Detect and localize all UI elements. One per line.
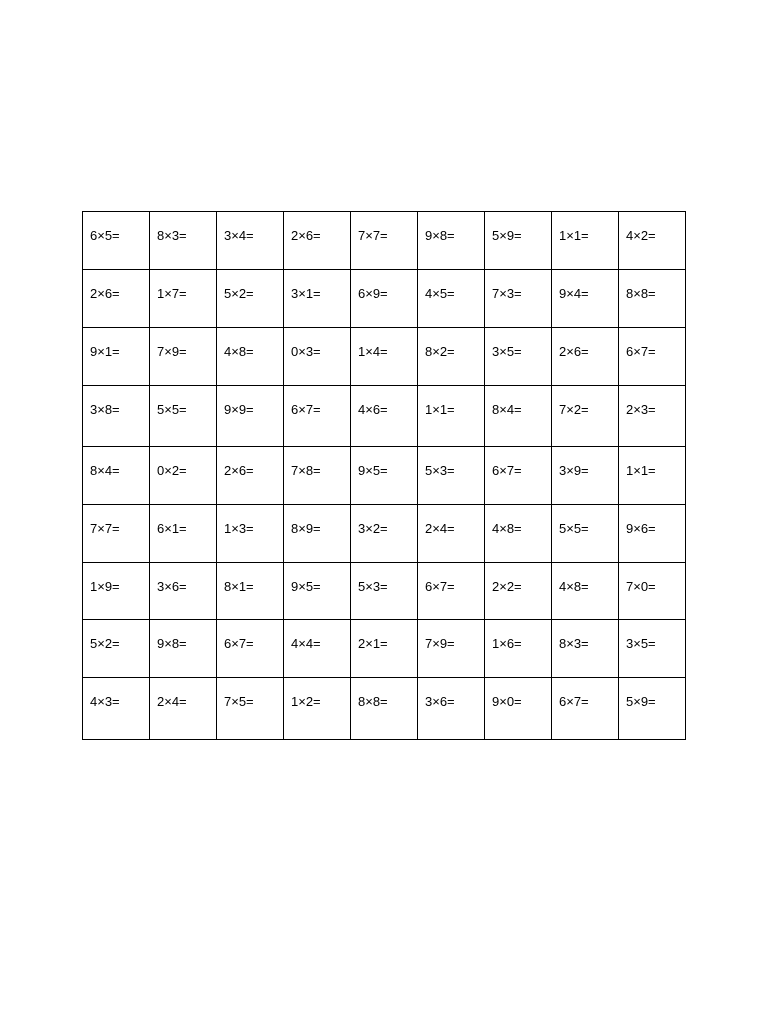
problem-cell: 4×5= bbox=[418, 270, 485, 328]
table-row bbox=[83, 620, 686, 678]
problem-cell: 7×7= bbox=[83, 505, 150, 563]
problem-cell: 5×9= bbox=[485, 212, 552, 270]
problem-cell: 3×2= bbox=[351, 505, 418, 563]
table-row bbox=[83, 505, 686, 563]
problem-cell: 4×3= bbox=[83, 678, 150, 740]
problem-cell: 8×1= bbox=[217, 563, 284, 620]
problem-cell: 7×2= bbox=[552, 386, 619, 447]
problem-cell: 4×8= bbox=[552, 563, 619, 620]
problem-cell: 1×4= bbox=[351, 328, 418, 386]
problem-cell: 8×3= bbox=[150, 212, 217, 270]
problem-cell: 7×9= bbox=[150, 328, 217, 386]
problem-cell: 3×5= bbox=[619, 620, 686, 678]
problem-cell: 0×2= bbox=[150, 447, 217, 505]
problem-cell: 4×4= bbox=[284, 620, 351, 678]
problem-cell: 9×0= bbox=[485, 678, 552, 740]
problem-cell: 1×1= bbox=[552, 212, 619, 270]
problem-cell: 6×1= bbox=[150, 505, 217, 563]
problem-cell: 9×8= bbox=[150, 620, 217, 678]
problem-cell: 2×4= bbox=[418, 505, 485, 563]
problem-cell: 4×8= bbox=[217, 328, 284, 386]
problem-cell: 7×7= bbox=[351, 212, 418, 270]
problem-cell: 7×9= bbox=[418, 620, 485, 678]
problem-cell: 4×8= bbox=[485, 505, 552, 563]
problem-cell: 2×4= bbox=[150, 678, 217, 740]
problem-cell: 6×7= bbox=[217, 620, 284, 678]
problem-cell: 7×0= bbox=[619, 563, 686, 620]
problem-cell: 6×7= bbox=[485, 447, 552, 505]
problem-cell: 9×5= bbox=[284, 563, 351, 620]
problem-cell: 2×6= bbox=[83, 270, 150, 328]
table-row bbox=[83, 386, 686, 447]
problem-cell: 1×1= bbox=[418, 386, 485, 447]
problem-cell: 1×3= bbox=[217, 505, 284, 563]
problem-cell: 8×8= bbox=[351, 678, 418, 740]
problem-cell: 9×6= bbox=[619, 505, 686, 563]
problem-cell: 6×7= bbox=[284, 386, 351, 447]
problem-cell: 2×6= bbox=[284, 212, 351, 270]
problem-cell: 8×8= bbox=[619, 270, 686, 328]
problem-cell: 5×5= bbox=[552, 505, 619, 563]
problem-cell: 4×2= bbox=[619, 212, 686, 270]
problem-cell: 1×7= bbox=[150, 270, 217, 328]
problem-cell: 0×3= bbox=[284, 328, 351, 386]
problem-cell: 3×5= bbox=[485, 328, 552, 386]
problem-cell: 7×5= bbox=[217, 678, 284, 740]
problem-cell: 1×2= bbox=[284, 678, 351, 740]
problem-cell: 3×6= bbox=[418, 678, 485, 740]
problem-cell: 5×9= bbox=[619, 678, 686, 740]
problem-cell: 5×3= bbox=[351, 563, 418, 620]
problem-cell: 7×3= bbox=[485, 270, 552, 328]
problem-cell: 2×2= bbox=[485, 563, 552, 620]
problem-cell: 3×6= bbox=[150, 563, 217, 620]
problem-cell: 3×9= bbox=[552, 447, 619, 505]
problem-cell: 9×1= bbox=[83, 328, 150, 386]
table-row bbox=[83, 678, 686, 740]
problem-cell: 3×8= bbox=[83, 386, 150, 447]
problem-cell: 4×6= bbox=[351, 386, 418, 447]
multiplication-table-body bbox=[83, 212, 686, 740]
problem-cell: 1×1= bbox=[619, 447, 686, 505]
problem-cell: 8×3= bbox=[552, 620, 619, 678]
problem-cell: 6×9= bbox=[351, 270, 418, 328]
problem-cell: 6×5= bbox=[83, 212, 150, 270]
problem-cell: 2×1= bbox=[351, 620, 418, 678]
problem-cell: 5×2= bbox=[217, 270, 284, 328]
problem-cell: 3×4= bbox=[217, 212, 284, 270]
problem-cell: 9×9= bbox=[217, 386, 284, 447]
table-row bbox=[83, 212, 686, 270]
problem-cell: 5×5= bbox=[150, 386, 217, 447]
problem-cell: 2×6= bbox=[552, 328, 619, 386]
table-row bbox=[83, 328, 686, 386]
problem-cell: 7×8= bbox=[284, 447, 351, 505]
problem-cell: 8×2= bbox=[418, 328, 485, 386]
problem-cell: 6×7= bbox=[552, 678, 619, 740]
problem-cell: 8×9= bbox=[284, 505, 351, 563]
problem-cell: 5×3= bbox=[418, 447, 485, 505]
table-row bbox=[83, 270, 686, 328]
problem-cell: 2×3= bbox=[619, 386, 686, 447]
problem-cell: 1×9= bbox=[83, 563, 150, 620]
multiplication-table bbox=[82, 211, 686, 740]
problem-cell: 5×2= bbox=[83, 620, 150, 678]
problem-cell: 9×4= bbox=[552, 270, 619, 328]
problem-cell: 9×5= bbox=[351, 447, 418, 505]
problem-cell: 1×6= bbox=[485, 620, 552, 678]
problem-cell: 3×1= bbox=[284, 270, 351, 328]
problem-cell: 2×6= bbox=[217, 447, 284, 505]
problem-cell: 6×7= bbox=[418, 563, 485, 620]
table-row bbox=[83, 563, 686, 620]
problem-cell: 6×7= bbox=[619, 328, 686, 386]
problem-cell: 9×8= bbox=[418, 212, 485, 270]
problem-cell: 8×4= bbox=[83, 447, 150, 505]
table-row bbox=[83, 447, 686, 505]
problem-cell: 8×4= bbox=[485, 386, 552, 447]
